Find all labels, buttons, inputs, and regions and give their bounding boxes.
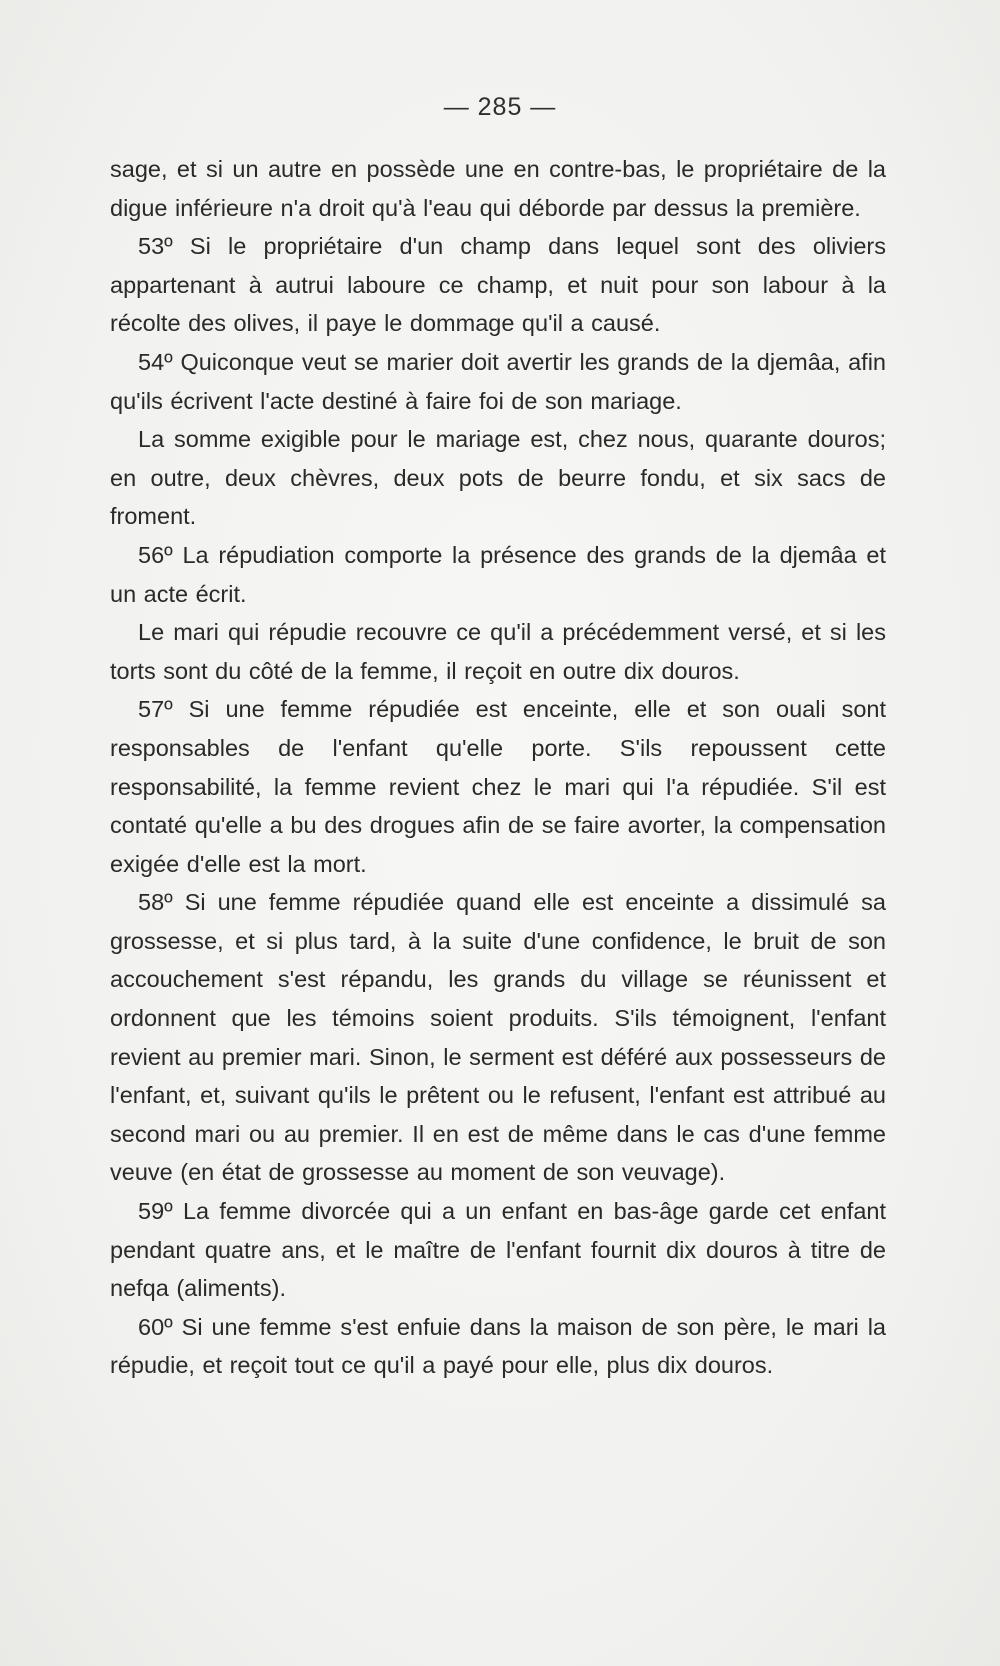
paragraph-marriage-sum: La somme exigible pour le mariage est, chez nous, quarante douros; en outre, deux chèvres, deux pots de beurre fondu, et six sacs de froment.: [110, 426, 886, 530]
paragraph-article-56: 56º La répudiation comporte la présence des grands de la djemâa et un acte écrit.: [110, 541, 886, 607]
body-text: [110, 150, 886, 1385]
paragraph-article-60: 60º Si une femme s'est enfuie dans la maison de son père, le mari la répudie, et reçoit tout ce qu'il a payé pour elle, plus dix douros.: [110, 1313, 886, 1379]
paragraph-article-57: 57º Si une femme répudiée est enceinte, elle et son ouali sont responsables de l'enfant qu'elle porte. S'ils repoussent cette responsabilité, la femme revient chez le mari qui l'a répudiée. S'il est contaté qu'elle a bu des drogues afin de se faire avorter, la compensation exigée d'elle est la mort.: [110, 696, 886, 877]
paragraph-article-59: 59º La femme divorcée qui a un enfant en bas-âge garde cet enfant pendant quatre ans, et le maître de l'enfant fournit dix douros à titre de nefqa (aliments).: [110, 1198, 886, 1302]
paragraph-article-53: 53º Si le propriétaire d'un champ dans lequel sont des oliviers appartenant à autrui laboure ce champ, et nuit pour son labour à la récolte des olives, il paye le dommage qu'il a causé.: [110, 233, 886, 337]
paragraph-article-58: 58º Si une femme répudiée quand elle est enceinte a dissimulé sa grossesse, et si plus tard, à la suite d'une confidence, le bruit de son accouchement s'est répandu, les grands du village se réunissent et ordonnent que les témoins soient produits. S'ils témoignent, l'enfant revient au premier mari. Sinon, le serment est déféré aux possesseurs de l'enfant, et, suivant qu'ils le prêtent ou le refusent, l'enfant est attribué au second mari ou au premier. Il en est de même dans le cas d'une femme veuve (en état de grossesse au moment de son veuvage).: [110, 889, 886, 1186]
paragraph-article-54: 54º Quiconque veut se marier doit avertir les grands de la djemâa, afin qu'ils écrivent l'acte destiné à faire foi de son mariage.: [110, 348, 886, 414]
page-number: — 285 —: [443, 93, 557, 121]
paragraph-continuation: sage, et si un autre en possède une en contre-bas, le propriétaire de la digue inférieure n'a droit qu'à l'eau qui déborde par dessus la première.: [110, 156, 886, 221]
paragraph-husband-repudiation: Le mari qui répudie recouvre ce qu'il a précédemment versé, et si les torts sont du côté de la femme, il reçoit en outre dix douros.: [110, 619, 886, 684]
